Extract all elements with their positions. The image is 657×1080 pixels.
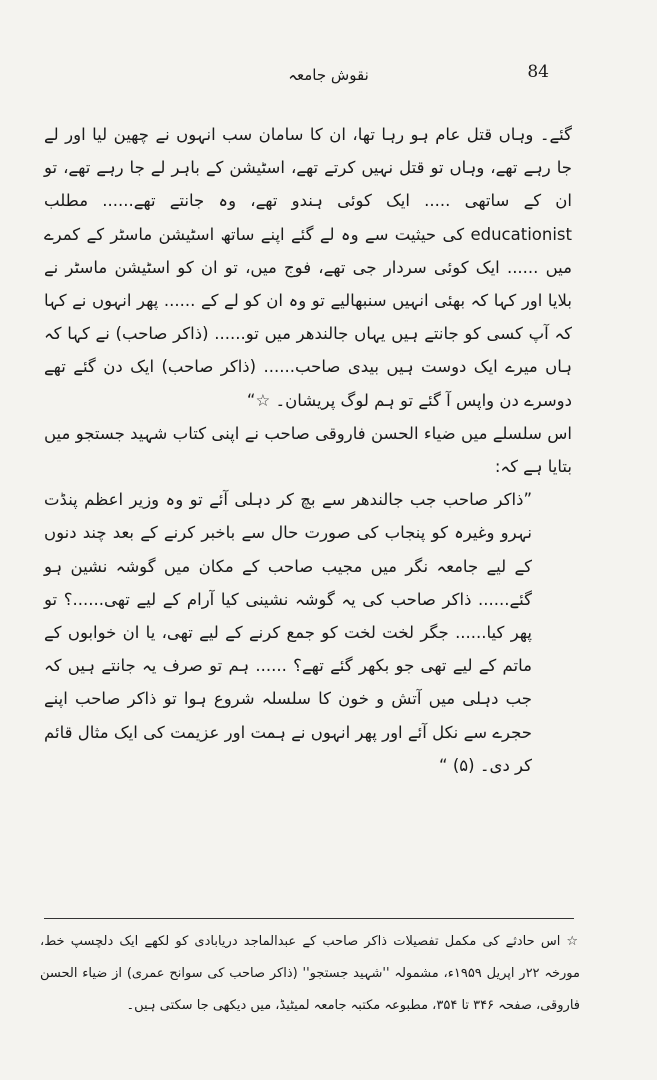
running-title: نقوش جامعہ <box>288 66 369 84</box>
star-footnote-marker: ☆ <box>255 390 271 410</box>
body-text <box>44 118 572 782</box>
footnote-text: اس حادثے کی مکمل تفصیلات ذاکر صاحب کے عبدالماجد دریابادی کو لکھے ایک دلچسپ خط، مورخہ ۲۲ر اپریل ۱۹۵۹ء، مشمولہ ''شہید جستجو'' (ذاکر صاحب کی سوانح عمری) از ضیاء الحسن فاروقی، صفحہ ۳۴۶ تا ۳۵۴، مطبوعہ مکتبہ جامعہ لمیٹیڈ، میں دیکھی جا سکتی ہیں۔ <box>40 934 580 1013</box>
paragraph-citation-intro: اس سلسلے میں ضیاء الحسن فاروقی صاحب نے اپنی کتاب شہید جستجو میں بتایا ہے کہ: <box>44 423 572 477</box>
page-header <box>0 58 657 98</box>
closing-quote: “ <box>246 390 256 410</box>
footnote-star-marker: ☆ <box>566 934 581 949</box>
paragraph-quotation <box>44 483 572 782</box>
paragraph-text: گئے۔ وہاں قتل عام ہو رہا تھا، ان کا سامان سب انہوں نے چھین لیا اور لے جا رہے تھے، وہاں تو قتل نہیں کرتے تھے، اسٹیشن کے باہر لے جا رہے تھے، تو ان کے ساتھی ..... ایک کوئی ہندو تھے، وہ جانتے تھے...... مطلب educationist کی حیثیت سے وہ لے گئے اپنے ساتھ اسٹیشن ماسٹر کے کمرے میں ...... ایک کوئی سردار جی تھے، فوج میں، تو ان کو اسٹیشن ماسٹر نے بلایا اور کہا کہ بھئی انہیں سنبھالیے تو وہ ان کو لے کے ...... پھر انہوں نے کہا کہ آپ کسی کو جانتے ہیں یہاں جالندھر میں تو...... (ذاکر صاحب) نے کہا کہ ہاں میرے ایک دوست ہیں بیدی صاحب...... (ذاکر صاحب) ایک دن گئے تھے دوسرے دن واپس آ گئے تو ہم لوگ پریشان۔ <box>44 125 572 410</box>
paragraph-interview <box>44 118 572 417</box>
footnote-divider <box>44 918 574 919</box>
paragraph-text: ”ذاکر صاحب جب جالندھر سے بچ کر دہلی آئے تو وہ وزیر اعظم پنڈت نہرو وغیرہ کو پنجاب کی صورت حال سے باخبر کرنے کے بعد چند دنوں کے لیے جامعہ نگر میں مجیب صاحب کے مکان میں گوشہ نشین ہو گئے...... ذاکر صاحب کی یہ گوشہ نشینی کیا آرام کے لیے تھی......؟ تو پھر کیا...... جگر لخت لخت کو جمع کرنے کے لیے تھی، یا ان خوابوں کے ماتم کے لیے تھی جو بکھر گئے تھے؟ ...... ہم تو صرف یہ جانتے ہیں کہ جب دہلی میں آتش و خون کا سلسلہ شروع ہوا تو ذاکر صاحب اپنے حجرے سے نکل آئے اور پھر انہوں نے ہمت اور عزیمت کی ایک مثال قائم کر دی۔ <box>44 490 532 775</box>
page-number: 84 <box>527 62 549 82</box>
closing-quote: “ <box>439 755 448 775</box>
reference-number: (۵) <box>452 755 475 775</box>
footnote <box>40 926 580 1022</box>
